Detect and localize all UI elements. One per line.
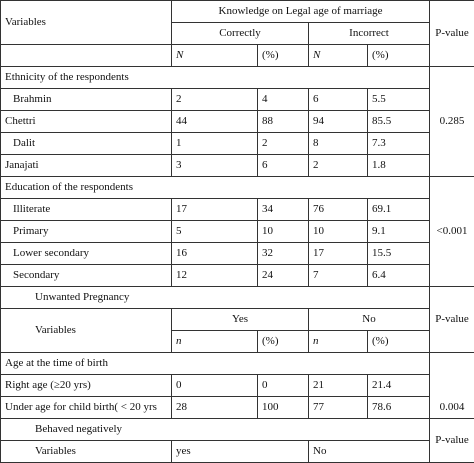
- no-pct: 78.6: [368, 397, 430, 419]
- pvalue-header: P-value: [430, 1, 474, 67]
- incorrect-n: 7: [309, 265, 368, 287]
- no-header: No: [309, 441, 430, 463]
- incorrect-n: 94: [309, 111, 368, 133]
- incorrect-pct: 15.5: [368, 243, 430, 265]
- correct-pct: 88: [258, 111, 309, 133]
- yes-n: 0: [172, 375, 258, 397]
- incorrect-pct: 85.5: [368, 111, 430, 133]
- correct-pct: 24: [258, 265, 309, 287]
- row-label: Illiterate: [1, 199, 172, 221]
- correct-pct: 4: [258, 89, 309, 111]
- no-pct: 21.4: [368, 375, 430, 397]
- pct-header-incorrect: (%): [368, 45, 430, 67]
- correctly-header: Correctly: [172, 23, 309, 45]
- pct-header-yes: (%): [258, 331, 309, 353]
- row-label: Primary: [1, 221, 172, 243]
- yes-header: yes: [172, 441, 309, 463]
- incorrect-pct: 9.1: [368, 221, 430, 243]
- header-empty-cell: [1, 45, 172, 67]
- table-row: [1, 89, 474, 111]
- knowledge-header: Knowledge on Legal age of marriage: [172, 1, 430, 23]
- incorrect-pct: 5.5: [368, 89, 430, 111]
- table-row: [1, 375, 474, 397]
- incorrect-n: 76: [309, 199, 368, 221]
- incorrect-pct: 6.4: [368, 265, 430, 287]
- table-row: [1, 155, 474, 177]
- incorrect-pct: 1.8: [368, 155, 430, 177]
- correct-n: 1: [172, 133, 258, 155]
- section-row-education: [1, 177, 474, 199]
- n-header-no: n: [309, 331, 368, 353]
- correct-n: 2: [172, 89, 258, 111]
- row-label: Janajati: [1, 155, 172, 177]
- section-title: Ethnicity of the respondents: [1, 67, 430, 89]
- incorrect-n: 6: [309, 89, 368, 111]
- incorrect-n: 2: [309, 155, 368, 177]
- variables-header: Variables: [1, 441, 172, 463]
- correct-n: 3: [172, 155, 258, 177]
- pvalue-header: P-value: [430, 287, 474, 353]
- section-title: Education of the respondents: [1, 177, 430, 199]
- pvalue-cell: <0.001: [430, 177, 474, 287]
- pregnancy-header-row: [1, 309, 474, 331]
- row-label: Chettri: [1, 111, 172, 133]
- section-row-ethnicity: [1, 67, 474, 89]
- behaved-header-row: [1, 441, 474, 463]
- correct-pct: 2: [258, 133, 309, 155]
- pvalue-cell: 0.004: [430, 353, 474, 419]
- yes-n: 28: [172, 397, 258, 419]
- incorrect-pct: 69.1: [368, 199, 430, 221]
- correct-n: 17: [172, 199, 258, 221]
- row-label: Lower secondary: [1, 243, 172, 265]
- row-label: Dalit: [1, 133, 172, 155]
- correct-n: 44: [172, 111, 258, 133]
- n-header-yes: n: [172, 331, 258, 353]
- correct-n: 16: [172, 243, 258, 265]
- correct-pct: 34: [258, 199, 309, 221]
- section-row-age: [1, 353, 474, 375]
- pvalue-cell: 0.285: [430, 67, 474, 177]
- n-header-correct: N: [172, 45, 258, 67]
- table-row: [1, 265, 474, 287]
- section-row-pregnancy: [1, 287, 474, 309]
- no-n: 21: [309, 375, 368, 397]
- row-label: Secondary: [1, 265, 172, 287]
- incorrect-header: Incorrect: [309, 23, 430, 45]
- n-header-incorrect: N: [309, 45, 368, 67]
- incorrect-n: 10: [309, 221, 368, 243]
- correct-pct: 6: [258, 155, 309, 177]
- pct-header-correct: (%): [258, 45, 309, 67]
- pvalue-header: P-value: [430, 419, 474, 463]
- correct-n: 12: [172, 265, 258, 287]
- table-row: [1, 243, 474, 265]
- table-row: [1, 199, 474, 221]
- incorrect-n: 8: [309, 133, 368, 155]
- table-row: [1, 221, 474, 243]
- yes-header: Yes: [172, 309, 309, 331]
- row-label: Brahmin: [1, 89, 172, 111]
- section-title: Unwanted Pregnancy: [1, 287, 430, 309]
- no-header: No: [309, 309, 430, 331]
- row-label: Under age for child birth( < 20 yrs: [1, 397, 172, 419]
- incorrect-n: 17: [309, 243, 368, 265]
- section-title: Age at the time of birth: [1, 353, 430, 375]
- pct-header-no: (%): [368, 331, 430, 353]
- correct-n: 5: [172, 221, 258, 243]
- variables-header: Variables: [1, 309, 172, 353]
- no-n: 77: [309, 397, 368, 419]
- row-label: Right age (≥20 yrs): [1, 375, 172, 397]
- section-title: Behaved negatively: [1, 419, 430, 441]
- yes-pct: 0: [258, 375, 309, 397]
- header-row-3: [1, 45, 474, 67]
- table-row: [1, 133, 474, 155]
- header-row-1: [1, 1, 474, 23]
- correct-pct: 10: [258, 221, 309, 243]
- variables-header: Variables: [1, 1, 172, 45]
- incorrect-pct: 7.3: [368, 133, 430, 155]
- correct-pct: 32: [258, 243, 309, 265]
- table-row: [1, 111, 474, 133]
- section-row-behaved: [1, 419, 474, 441]
- yes-pct: 100: [258, 397, 309, 419]
